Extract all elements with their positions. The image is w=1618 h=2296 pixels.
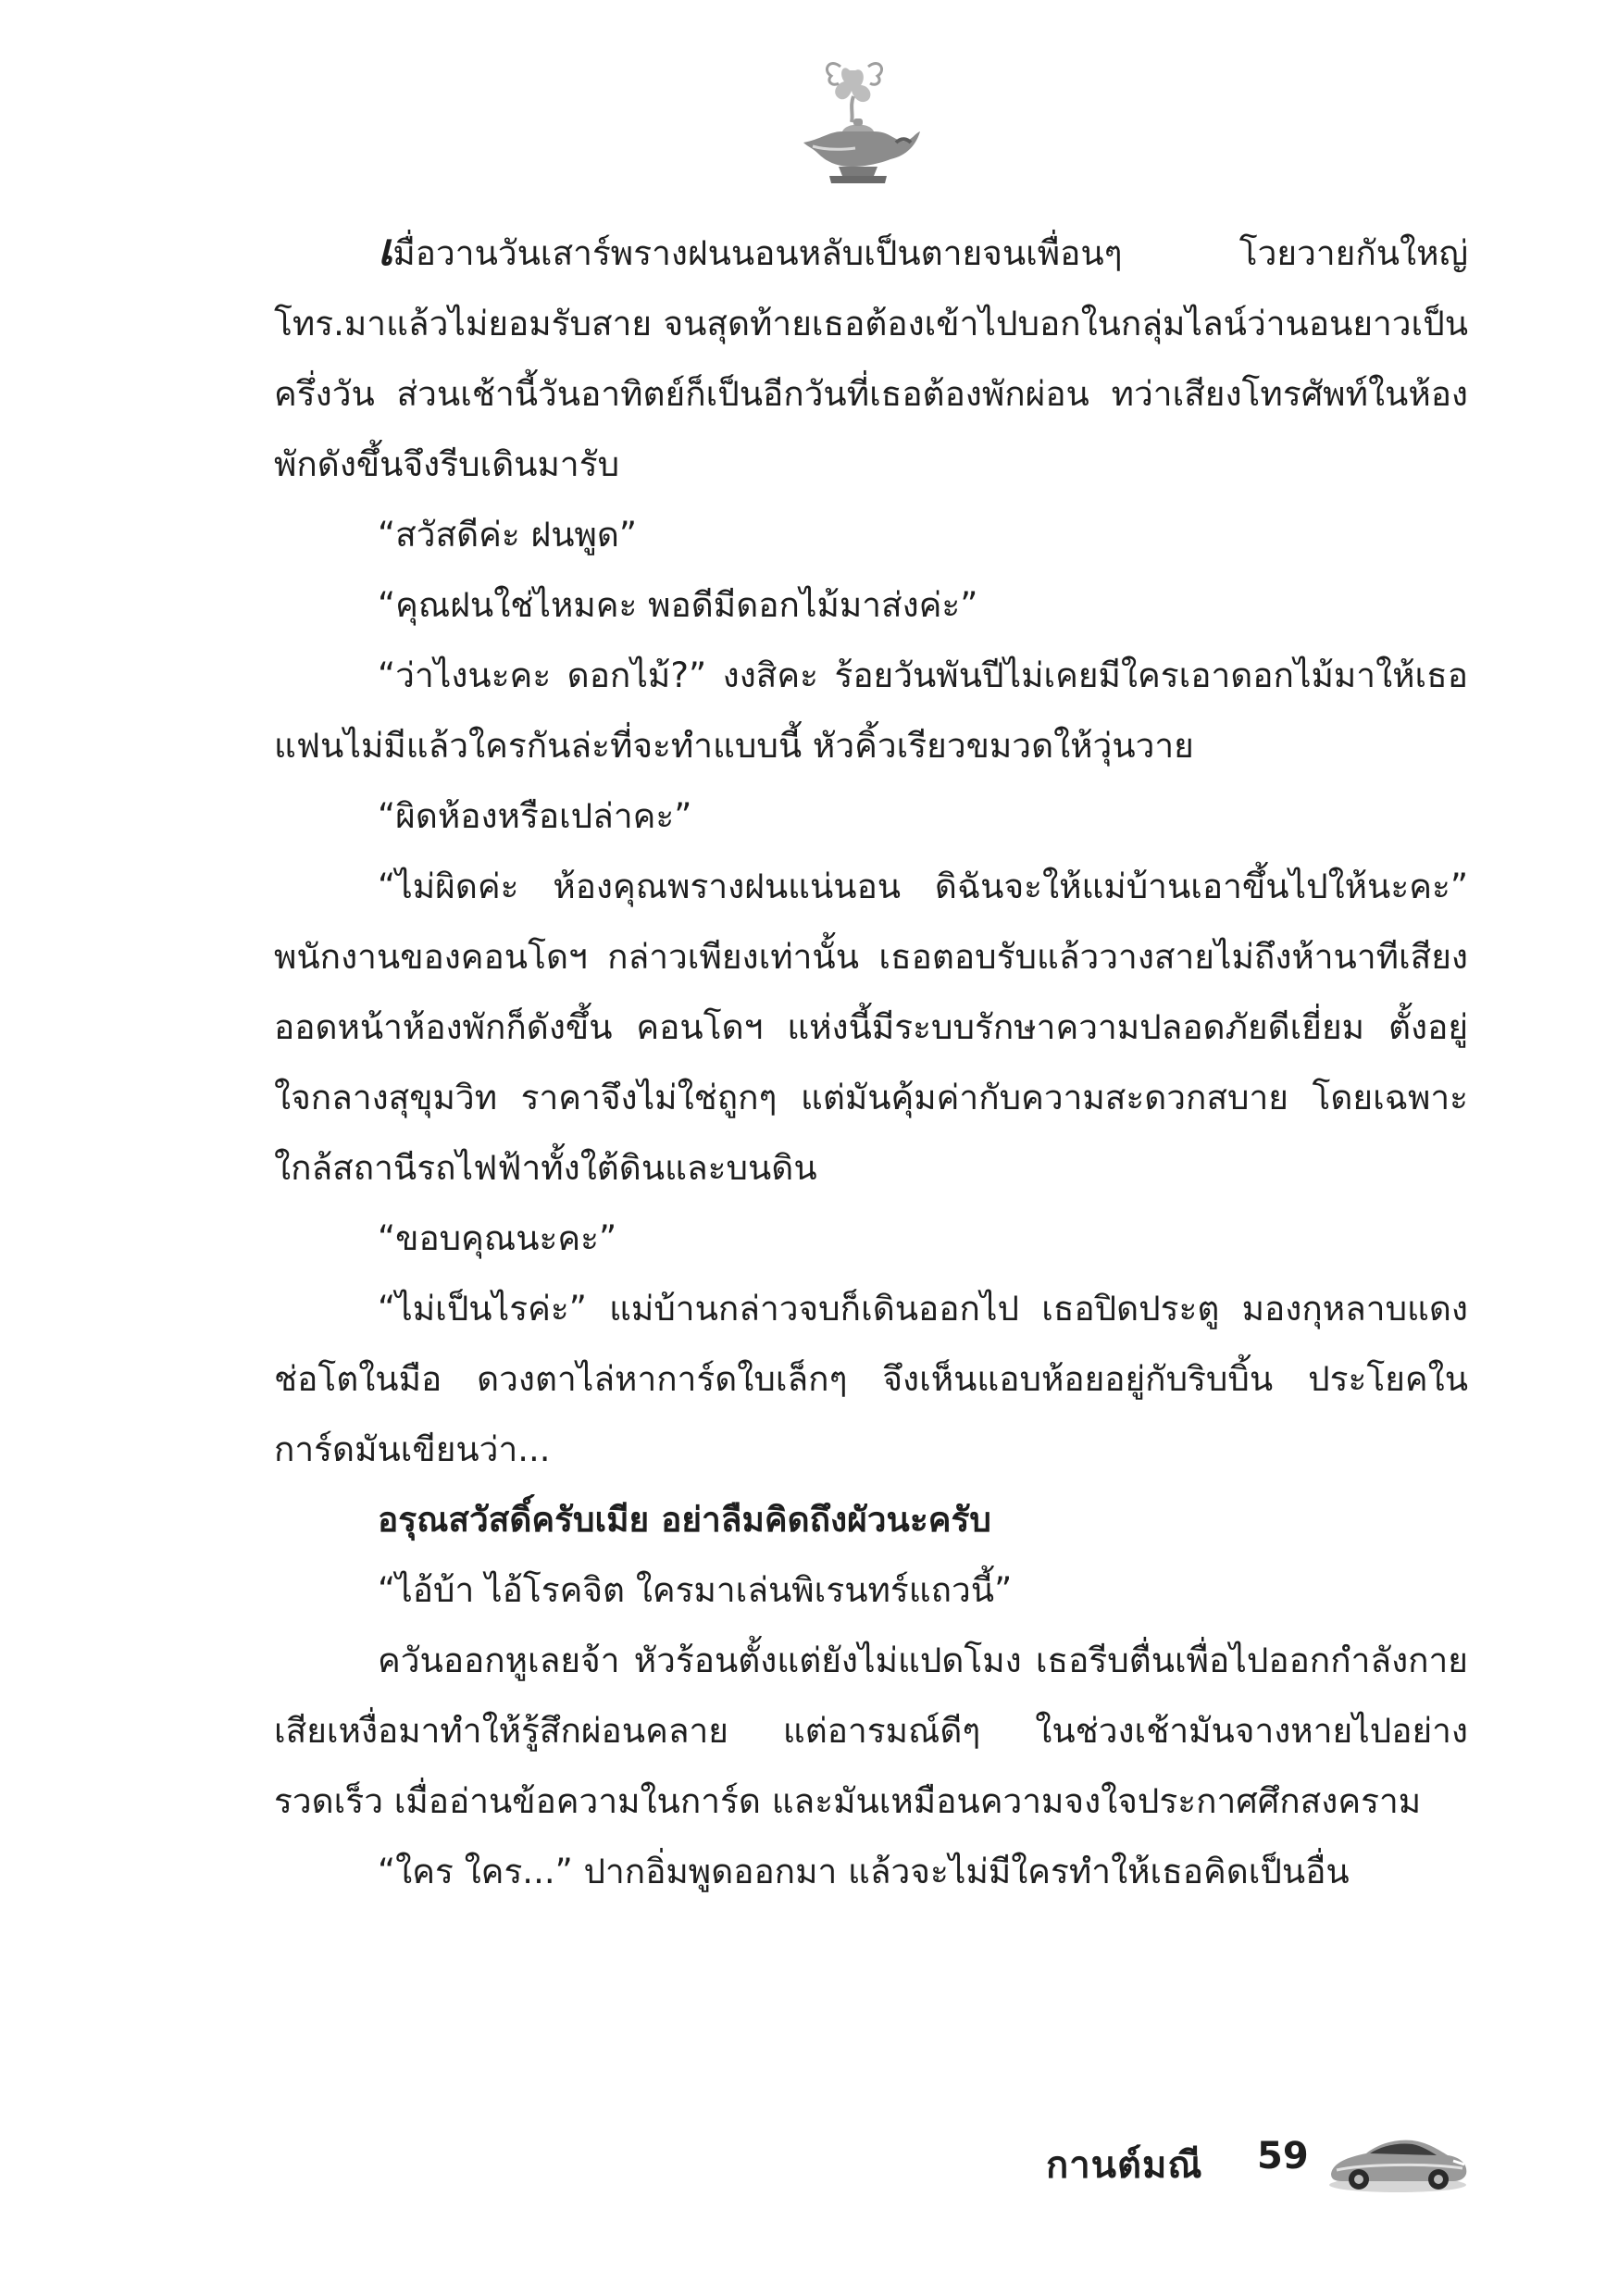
- paragraph-text: มื่อวานวันเสาร์พรางฝนนอนหลับเป็นตายจนเพื่อนๆ โวยวายกันใหญ่ โทร.มาแล้วไม่ยอมรับสาย จนสุดท้ายเธอต้องเข้าไปบอกในกลุ่มไลน์ว่านอนยาวเป็นครึ่งวัน ส่วนเช้านี้วันอาทิตย์ก็เป็นอีกวันที่เธอต้องพักผ่อน ทว่าเสียงโทรศัพท์ในห้องพักดังขึ้นจึงรีบเดินมารับ: [274, 233, 1468, 484]
- paragraph: “ว่าไงนะคะ ดอกไม้?” งงสิคะ ร้อยวันพันปีไม่เคยมีใครเอาดอกไม้มาให้เธอ แฟนไม่มีแล้วใครกันล่ะที่จะทำแบบนี้ หัวคิ้วเรียวขมวดให้วุ่นวาย: [274, 655, 1468, 766]
- sports-car-icon: [1324, 2124, 1472, 2198]
- dialogue-line: “สวัสดีค่ะ ฝนพูด”: [378, 515, 638, 555]
- paragraph: “ใคร ใคร...” ปากอิ่มพูดออกมา แล้วจะไม่มีใครทำให้เธอคิดเป็นอื่น: [378, 1852, 1350, 1891]
- paragraph: [274, 215, 1468, 500]
- paragraph: “ไม่เป็นไรค่ะ” แม่บ้านกล่าวจบก็เดินออกไป เธอปิดประตู มองกุหลาบแดงช่อโตในมือ ดวงตาไล่หาการ์ดใบเล็กๆ จึงเห็นแอบห้อยอยู่กับริบบิ้น ประโยคในการ์ดมันเขียนว่า...: [274, 1289, 1468, 1469]
- paragraph: ควันออกหูเลยจ้า หัวร้อนตั้งแต่ยังไม่แปดโมง เธอรีบตื่นเพื่อไปออกกำลังกาย เสียเหงื่อมาทำให้รู้สึกผ่อนคลาย แต่อารมณ์ดีๆ ในช่วงเช้ามันจางหายไปอย่างรวดเร็ว เมื่ออ่านข้อความในการ์ด และมันเหมือนความจงใจประกาศศึกสงคราม: [274, 1641, 1468, 1821]
- drop-cap: เ: [378, 224, 393, 276]
- page-number: 59: [1257, 2135, 1309, 2177]
- author-name: กานต์มณี: [1046, 2144, 1203, 2187]
- paragraph: “ไม่ผิดค่ะ ห้องคุณพรางฝนแน่นอน ดิฉันจะให้แม่บ้านเอาขึ้นไปให้นะคะ” พนักงานของคอนโดฯ กล่าวเพียงเท่านั้น เธอตอบรับแล้ววางสายไม่ถึงห้านาทีเสียงออดหน้าห้องพักก็ดังขึ้น คอนโดฯ แห่งนี้มีระบบรักษาความปลอดภัยดีเยี่ยม ตั้งอยู่ใจกลางสุขุมวิท ราคาจึงไม่ใช่ถูกๆ แต่มันคุ้มค่ากับความสะดวกสบาย โดยเฉพาะใกล้สถานีรถไฟฟ้าทั้งใต้ดินและบนดิน: [274, 867, 1468, 1188]
- page-footer: [1046, 2122, 1472, 2205]
- magic-lamp-icon: [785, 54, 924, 193]
- dialogue-line: “ไอ้บ้า ไอ้โรคจิต ใครมาเล่นพิเรนทร์แถวนี้”: [378, 1570, 1013, 1610]
- dialogue-line: “ขอบคุณนะคะ”: [378, 1218, 617, 1258]
- dialogue-line: “คุณฝนใช่ไหมคะ พอดีมีดอกไม้มาส่งค่ะ”: [378, 585, 978, 625]
- card-message: อรุณสวัสดิ์ครับเมีย อย่าลืมคิดถึงผัวนะครับ: [378, 1500, 991, 1540]
- dialogue-line: “ผิดห้องหรือเปล่าคะ”: [378, 796, 692, 836]
- body-text: [274, 215, 1468, 1907]
